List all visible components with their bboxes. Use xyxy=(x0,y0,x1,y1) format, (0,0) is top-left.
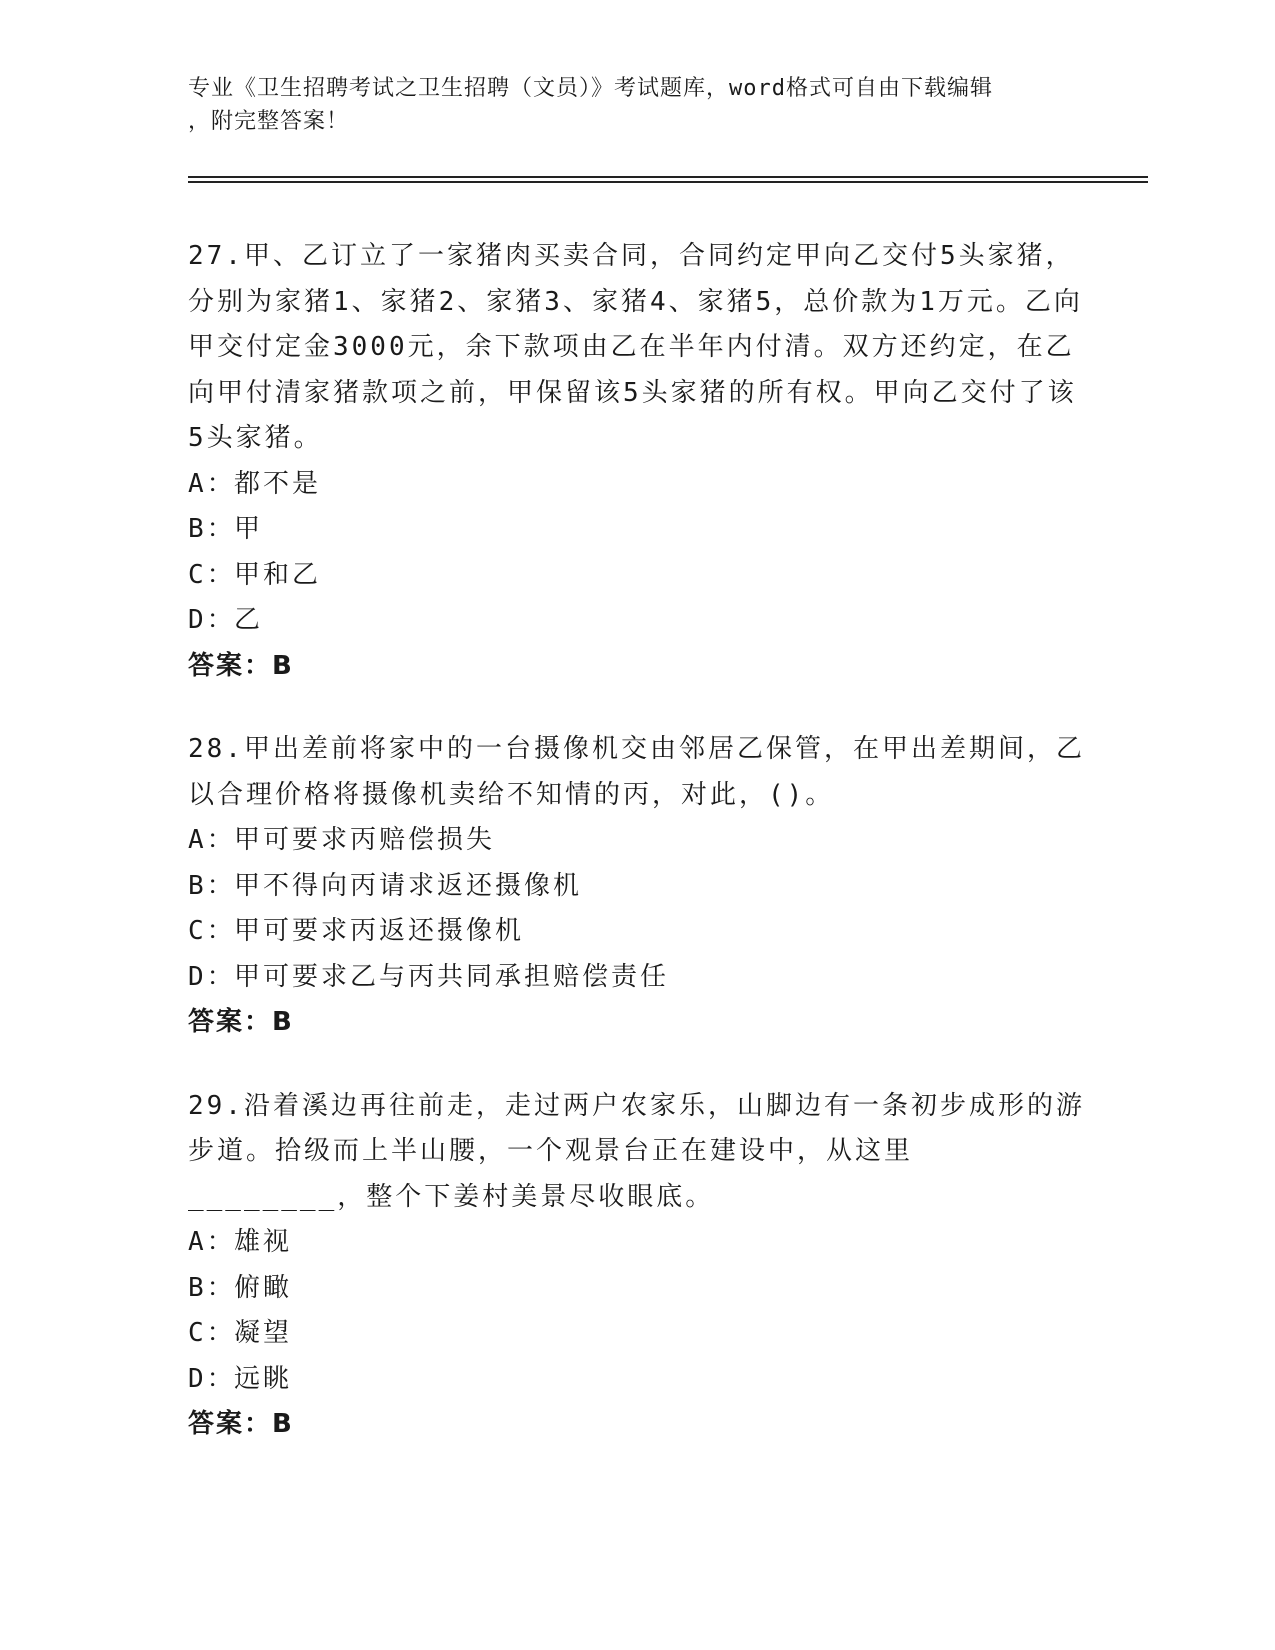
option-a xyxy=(188,818,1088,864)
header-divider-top xyxy=(188,176,1148,178)
option-key: A： xyxy=(188,468,236,499)
option-key: D： xyxy=(188,1363,236,1394)
option-d xyxy=(188,598,1088,644)
option-b xyxy=(188,507,1088,553)
option-b xyxy=(188,864,1088,910)
option-a xyxy=(188,462,1088,508)
option-text: 乙 xyxy=(234,605,264,635)
option-text: 甲可要求丙赔偿损失 xyxy=(234,825,496,855)
option-a xyxy=(188,1220,1088,1266)
header-divider-bottom xyxy=(188,181,1148,183)
question-list xyxy=(188,234,1088,1486)
option-text: 凝望 xyxy=(234,1318,293,1348)
question-29 xyxy=(188,1084,1088,1448)
option-key: B： xyxy=(188,1272,236,1303)
option-d xyxy=(188,955,1088,1001)
option-c xyxy=(188,553,1088,599)
option-key: C： xyxy=(188,916,236,946)
question-stem: 29.沿着溪边再往前走，走过两户农家乐，山脚边有一条初步成形的游步道。拾级而上半山腰，一个观景台正在建设中，从这里________，整个下姜村美景尽收眼底。 xyxy=(188,1090,1085,1212)
option-text: 甲和乙 xyxy=(234,559,322,590)
option-d xyxy=(188,1357,1088,1403)
question-27 xyxy=(188,234,1088,689)
option-text: 雄视 xyxy=(234,1227,293,1257)
answer-line: 答案：B xyxy=(188,1007,294,1037)
question-stem: 27.甲、乙订立了一家猪肉买卖合同，合同约定甲向乙交付5头家猪，分别为家猪1、家猪2、家猪3、家猪4、家猪5，总价款为1万元。乙向甲交付定金3000元，余下款项由乙在半年内付清。双方还约定，在乙向甲付清家猪款项之前，甲保留该5头家猪的所有权。甲向乙交付了该5头家猪。 xyxy=(188,241,1083,453)
option-key: B： xyxy=(188,870,236,901)
option-text: 远眺 xyxy=(234,1363,293,1394)
option-text: 甲 xyxy=(234,514,264,544)
option-text: 甲不得向丙请求返还摄像机 xyxy=(234,870,583,901)
option-c xyxy=(188,909,1088,955)
option-key: C： xyxy=(188,559,236,590)
option-key: B： xyxy=(188,514,236,544)
option-c xyxy=(188,1311,1088,1357)
option-text: 甲可要求乙与丙共同承担赔偿责任 xyxy=(234,961,670,992)
option-text: 甲可要求丙返还摄像机 xyxy=(234,916,525,946)
option-text: 俯瞰 xyxy=(234,1272,293,1303)
option-key: D： xyxy=(188,961,236,992)
answer-line: 答案：B xyxy=(188,650,294,681)
header-line-2: ，附完整答案！ xyxy=(188,109,350,134)
option-key: A： xyxy=(188,825,236,855)
option-key: D： xyxy=(188,605,236,635)
question-28 xyxy=(188,727,1088,1046)
answer-line: 答案：B xyxy=(188,1409,294,1439)
option-key: C： xyxy=(188,1318,236,1348)
option-b xyxy=(188,1266,1088,1312)
question-stem: 28.甲出差前将家中的一台摄像机交由邻居乙保管，在甲出差期间，乙以合理价格将摄像机卖给不知情的丙，对此，()。 xyxy=(188,734,1085,810)
option-text: 都不是 xyxy=(234,468,322,499)
header-line-1: 专业《卫生招聘考试之卫生招聘（文员）》考试题库，word格式可自由下载编辑 xyxy=(188,76,993,101)
option-key: A： xyxy=(188,1227,236,1257)
document-header xyxy=(188,72,1088,138)
